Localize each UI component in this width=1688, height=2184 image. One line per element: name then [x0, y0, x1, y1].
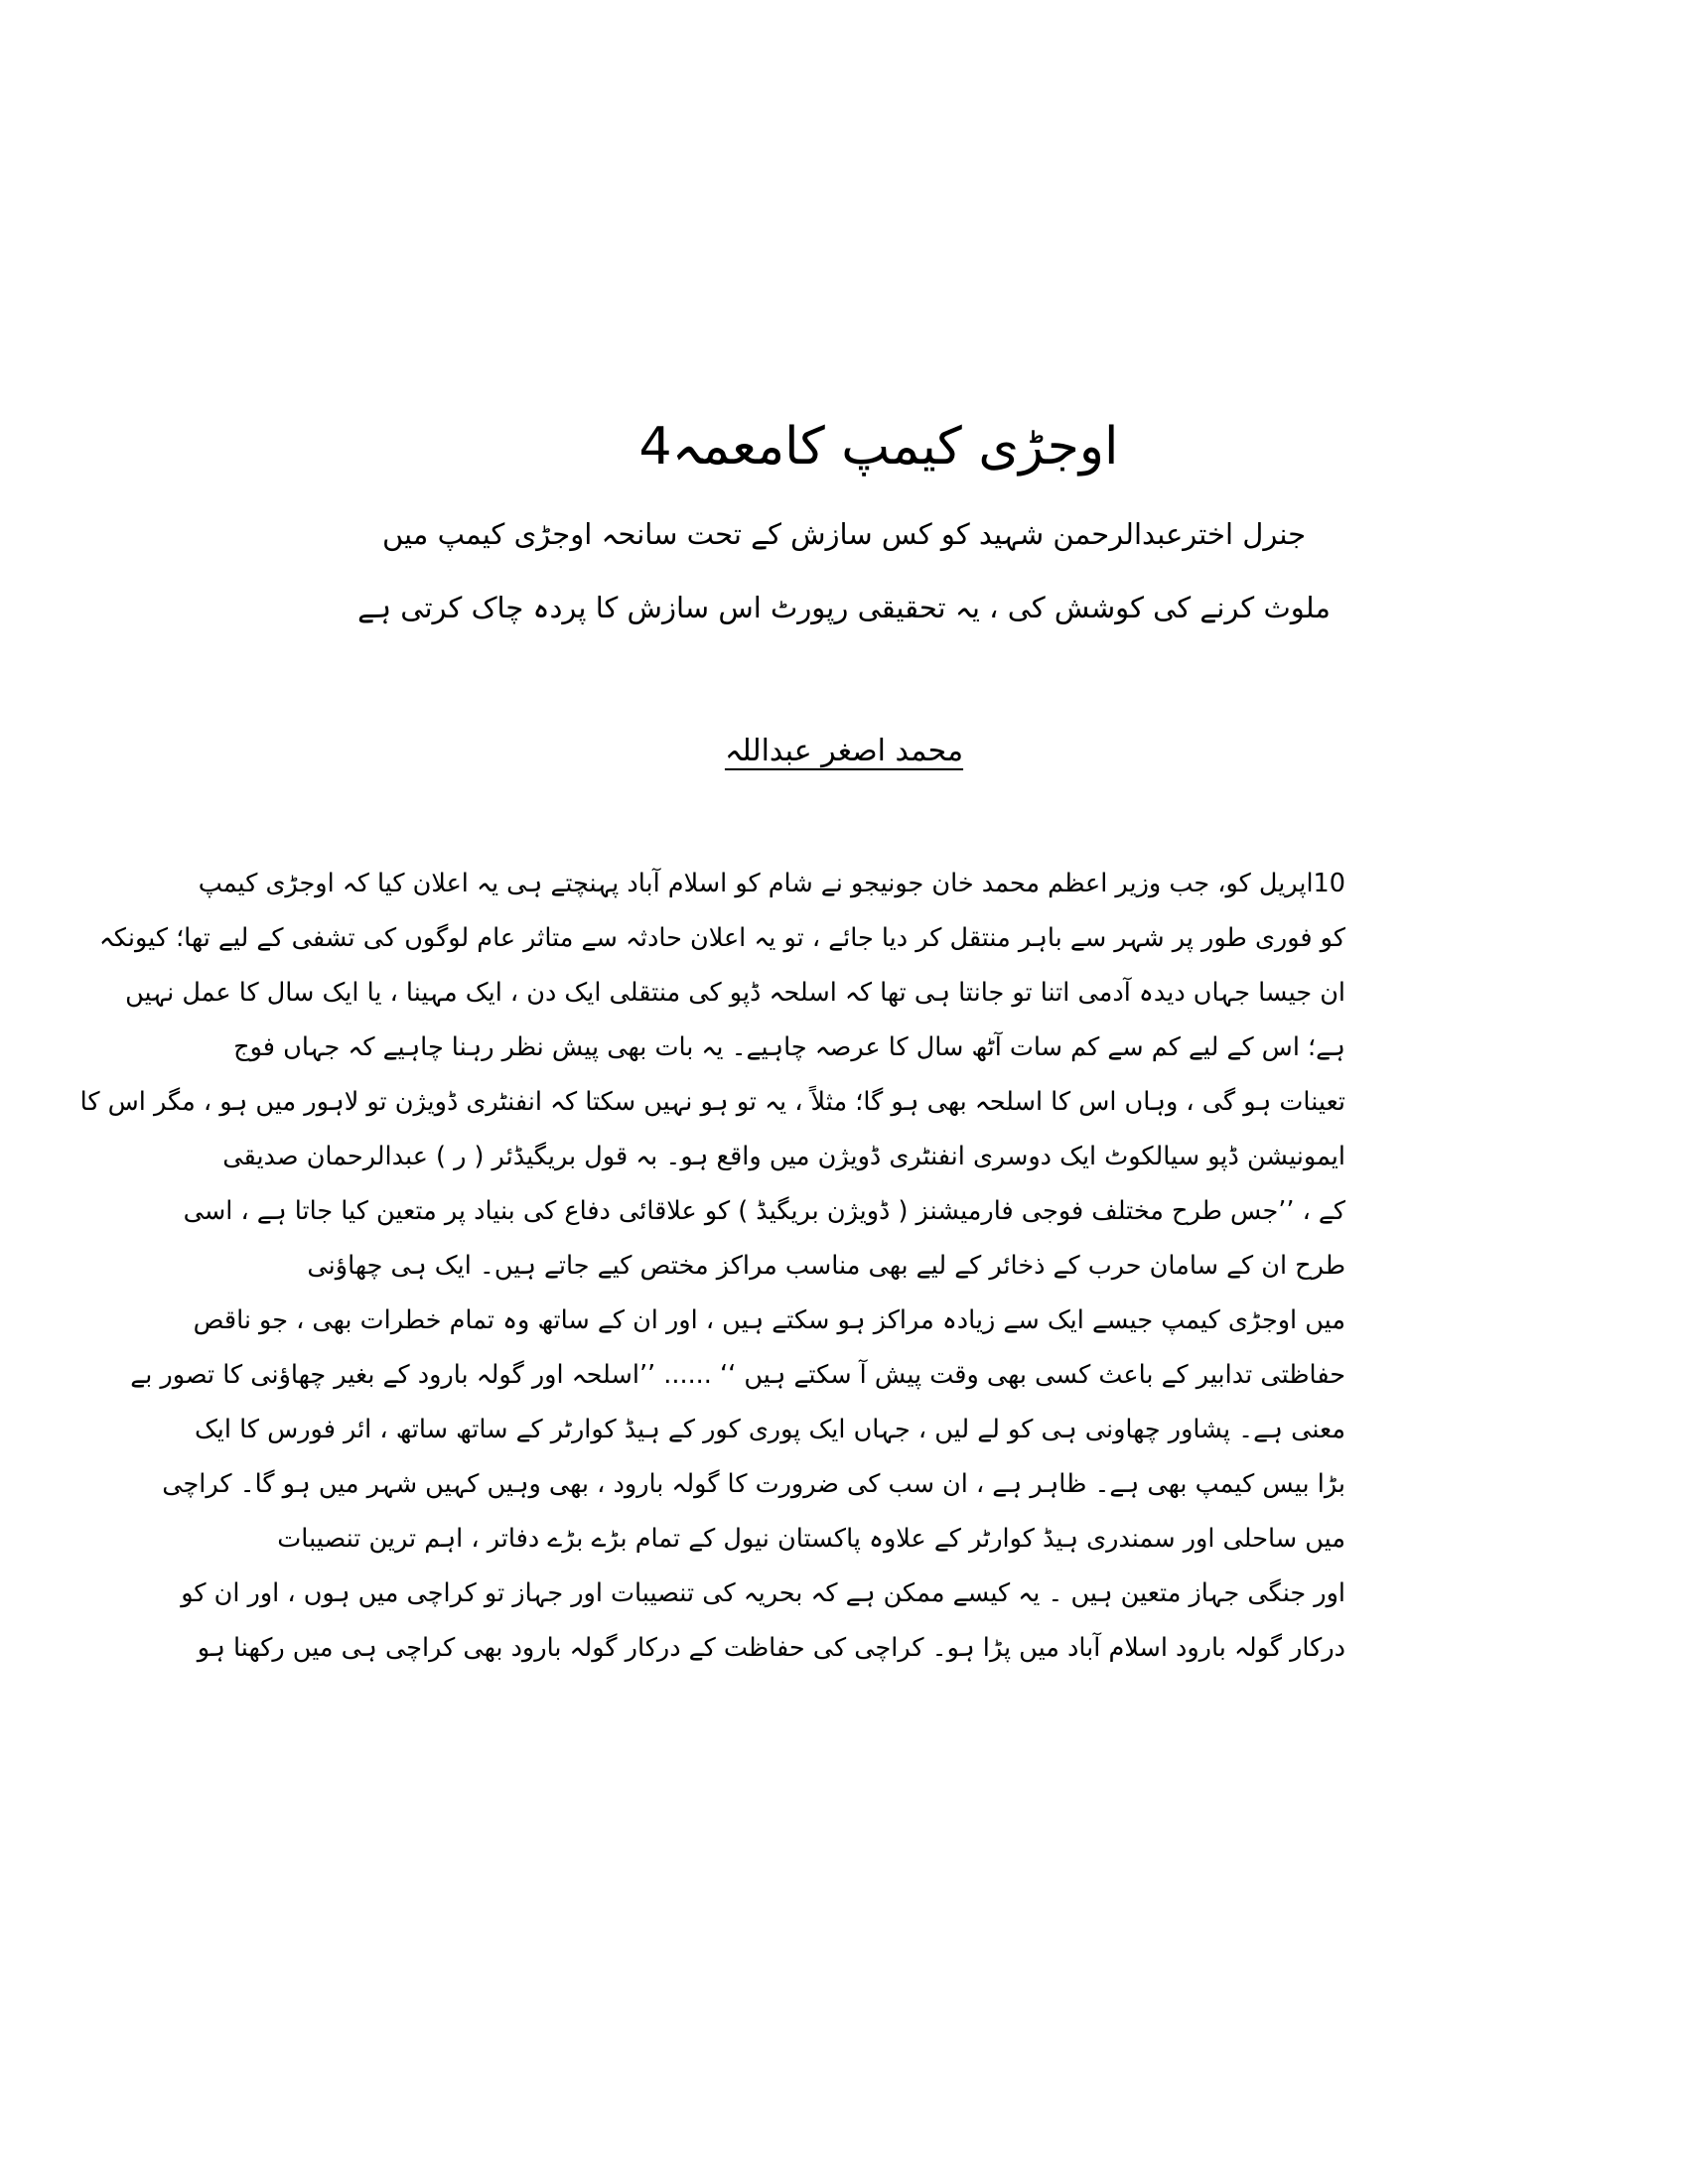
body-line: ہے؛ اس کے لیے کم سے کم سات آٹھ سال کا عرصہ چاہیے۔ یہ بات بھی پیش نظر رہنا چاہیے کہ جہاں فوج	[233, 1032, 1345, 1062]
body-line: کے ، ’’جس طرح مختلف فوجی فارمیشنز ( ڈویژن بریگیڈ ) کو علاقائی دفاع کی بنیاد پر متعین کیا جاتا ہے ، اسی	[183, 1196, 1345, 1226]
author-byline	[0, 730, 1688, 773]
body-line: اور جنگی جہاز متعین ہیں ۔ یہ کیسے ممکن ہے کہ بحریہ کی تنصیبات اور جہاز تو کراچی میں ہوں ، اور ان کو	[181, 1578, 1345, 1608]
body-line: درکار گولہ بارود اسلام آباد میں پڑا ہو۔ کراچی کی حفاظت کے درکار گولہ بارود بھی کراچی ہی میں رکھنا ہو	[197, 1633, 1345, 1663]
body-line: تعینات ہو گی ، وہاں اس کا اسلحہ بھی ہو گا؛ مثلاً ، یہ تو ہو نہیں سکتا کہ انفنٹری ڈویژن تو لاہور میں ہو ، مگر اس کا	[79, 1087, 1345, 1117]
chapter-number: 4	[638, 417, 672, 477]
body-line: ایمونیشن ڈپو سیالکوٹ ایک دوسری انفنٹری ڈویژن میں واقع ہو۔ بہ قول بریگیڈئر ( ر ) عبدالرحمان صدیقی	[222, 1142, 1345, 1171]
body-line: میں ساحلی اور سمندری ہیڈ کوارٹر کے علاوہ پاکستان نیول کے تمام بڑے بڑے دفاتر ، اہم ترین تنصیبات	[277, 1524, 1345, 1554]
body-line: میں اوجڑی کیمپ جیسے ایک سے زیادہ مراکز ہو سکتے ہیں ، اور ان کے ساتھ وہ تمام خطرات بھی ، جو ناقص	[193, 1305, 1345, 1335]
body-line: بڑا بیس کیمپ بھی ہے۔ ظاہر ہے ، ان سب کی ضرورت کا گولہ بارود ، بھی وہیں کہیں شہر میں ہو گا۔ کراچی	[162, 1469, 1345, 1499]
body-line: معنی ہے۔ پشاور چھاونی ہی کو لے لیں ، جہاں ایک پوری کور کے ہیڈ کوارٹر کے ساتھ ساتھ ، ائر فورس کا ایک	[194, 1415, 1345, 1444]
body-line: حفاظتی تدابیر کے باعث کسی بھی وقت پیش آ سکتے ہیں ‘‘ ...... ’’اسلحہ اور گولہ بارود کے بغیر چھاؤنی کا تصور بے	[130, 1360, 1345, 1390]
subtitle-line: ملوث کرنے کی کوشش کی ، یہ تحقیقی رپورٹ اس سازش کا پردہ چاک کرتی ہے	[357, 591, 1331, 624]
body-line: کو فوری طور پر شہر سے باہر منتقل کر دیا جائے ، تو یہ اعلان حادثہ سے متاثر عام لوگوں کی تشفی کے لیے تھا؛ کیونکہ	[98, 923, 1345, 953]
body-line: ان جیسا جہاں دیدہ آدمی اتنا تو جانتا ہی تھا کہ اسلحہ ڈپو کی منتقلی ایک دن ، ایک مہینا ، یا ایک سال کا عمل نہیں	[125, 978, 1345, 1008]
subtitle-line: جنرل اخترعبدالرحمن شہید کو کس سازش کے تحت سانحہ اوجڑی کیمپ میں	[381, 517, 1307, 551]
body-line: طرح ان کے سامان حرب کے ذخائر کے لیے بھی مناسب مراکز مختص کیے جاتے ہیں۔ ایک ہی چھاؤنی	[307, 1251, 1345, 1281]
title-text: اوجڑی کیمپ کامعمہ	[671, 417, 1119, 477]
author-name: محمد اصغر عبداللہ	[724, 734, 964, 768]
page-title	[0, 407, 1688, 486]
body-line: 10اپریل کو، جب وزیر اعظم محمد خان جونیجو نے شام کو اسلام آباد پہنچتے ہی یہ اعلان کیا کہ اوجڑی کیمپ	[198, 869, 1345, 898]
